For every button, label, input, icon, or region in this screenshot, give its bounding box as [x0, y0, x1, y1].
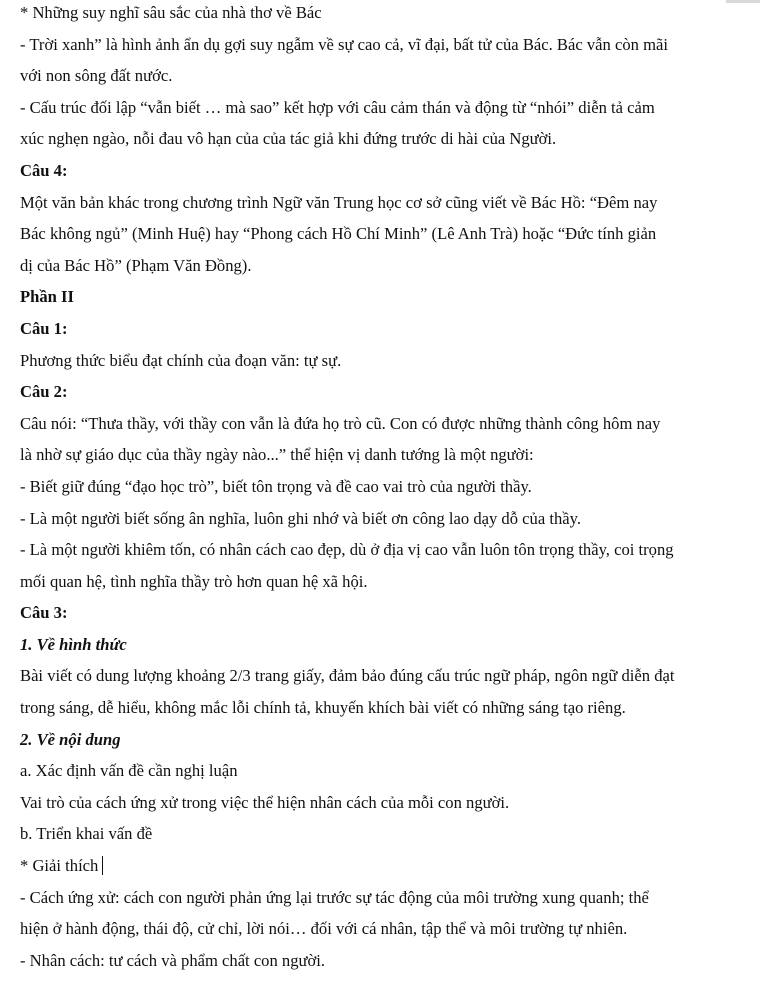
text-line	[20, 755, 738, 787]
text-line	[20, 503, 738, 535]
line-text: - Là một người khiêm tốn, có nhân cách cao đẹp, dù ở địa vị cao vẫn luôn tôn trọng thầy, coi trọng	[20, 540, 674, 560]
line-text: Câu 2:	[20, 382, 68, 402]
line-text: - Cấu trúc đối lập “vẫn biết … mà sao” kết hợp với câu cảm thán và động từ “nhói” diễn tả cảm	[20, 97, 655, 117]
text-line	[20, 29, 738, 61]
line-text: mối quan hệ, tình nghĩa thầy trò hơn quan hệ xã hội.	[20, 571, 368, 591]
line-text: Câu nói: “Thưa thầy, với thầy con vẫn là đứa họ trò cũ. Con có được những thành công hôm nay	[20, 413, 661, 433]
line-text: với non sông đất nước.	[20, 66, 173, 86]
text-line	[20, 692, 738, 724]
line-text: là nhờ sự giáo dục của thầy ngày nào...” thể hiện vị danh tướng là một người:	[20, 445, 534, 465]
text-line	[20, 471, 738, 503]
heading-line	[20, 724, 738, 756]
text-line	[20, 787, 738, 819]
line-text: Câu 1:	[20, 318, 68, 338]
text-line	[20, 408, 738, 440]
line-text: Phương thức biểu đạt chính của đoạn văn: tự sự.	[20, 350, 342, 370]
heading-line	[20, 313, 738, 345]
line-text: Một văn bản khác trong chương trình Ngữ văn Trung học cơ sở cũng viết về Bác Hồ: “Đêm nay	[20, 192, 658, 212]
text-line	[20, 439, 738, 471]
line-text: - Biết giữ đúng “đạo học trò”, biết tôn trọng và đề cao vai trò của người thầy.	[20, 476, 532, 496]
line-text: Vai trò của cách ứng xử trong việc thể hiện nhân cách của mỗi con người.	[20, 792, 510, 812]
line-text: 2. Về nội dung	[20, 729, 121, 749]
line-text: b. Triển khai vấn đề	[20, 824, 153, 844]
text-line	[20, 0, 738, 29]
text-line	[20, 123, 738, 155]
line-text: xúc nghẹn ngào, nỗi đau vô hạn của của tác giả khi đứng trước di hài của Người.	[20, 129, 557, 149]
line-text: trong sáng, dễ hiểu, không mắc lỗi chính tả, khuyến khích bài viết có những sáng tạo riêng.	[20, 698, 626, 718]
text-line	[20, 60, 738, 92]
text-cursor	[102, 856, 103, 875]
line-text: * Những suy nghĩ sâu sắc của nhà thơ về Bác	[20, 3, 322, 22]
line-text: dị của Bác Hồ” (Phạm Văn Đồng).	[20, 255, 252, 275]
line-text: - Trời xanh” là hình ảnh ẩn dụ gợi suy ngẫm về sự cao cả, vĩ đại, bất tử của Bác. Bác vẫn còn mãi	[20, 34, 668, 54]
line-text: hiện ở hành động, thái độ, cử chỉ, lời nói… đối với cá nhân, tập thể và môi trường tự nhiên.	[20, 919, 628, 939]
text-line	[20, 660, 738, 692]
text-line	[20, 850, 738, 882]
text-line	[20, 345, 738, 377]
line-text: - Nhân cách: tư cách và phẩm chất con người.	[20, 950, 326, 970]
line-text: a. Xác định vấn đề cần nghị luận	[20, 761, 238, 781]
text-line	[20, 250, 738, 282]
text-line	[20, 92, 738, 124]
line-text: Bài viết có dung lượng khoảng 2/3 trang giấy, đảm bảo đúng cấu trúc ngữ pháp, ngôn ngữ diễn đạt	[20, 666, 675, 686]
line-text: Phần II	[20, 287, 74, 307]
text-line	[20, 534, 738, 566]
line-text: Câu 4:	[20, 160, 68, 180]
document-body[interactable]	[20, 0, 738, 976]
text-line	[20, 566, 738, 598]
line-text: * Giải thích	[20, 856, 99, 876]
heading-line	[20, 155, 738, 187]
heading-line	[20, 629, 738, 661]
text-line	[20, 187, 738, 219]
text-line	[20, 913, 738, 945]
line-text: 1. Về hình thức	[20, 634, 127, 654]
text-line	[20, 882, 738, 914]
line-text: Bác không ngủ” (Minh Huệ) hay “Phong cách Hồ Chí Minh” (Lê Anh Trà) hoặc “Đức tính giản	[20, 224, 657, 244]
text-line	[20, 818, 738, 850]
line-text: - Là một người biết sống ân nghĩa, luôn ghi nhớ và biết ơn công lao dạy dỗ của thầy.	[20, 508, 581, 528]
heading-line	[20, 281, 738, 313]
line-text: Câu 3:	[20, 603, 68, 623]
text-line	[20, 945, 738, 977]
heading-line	[20, 597, 738, 629]
text-line	[20, 218, 738, 250]
line-text: - Cách ứng xử: cách con người phản ứng lại trước sự tác động của môi trường xung quanh; thể	[20, 887, 649, 907]
heading-line	[20, 376, 738, 408]
